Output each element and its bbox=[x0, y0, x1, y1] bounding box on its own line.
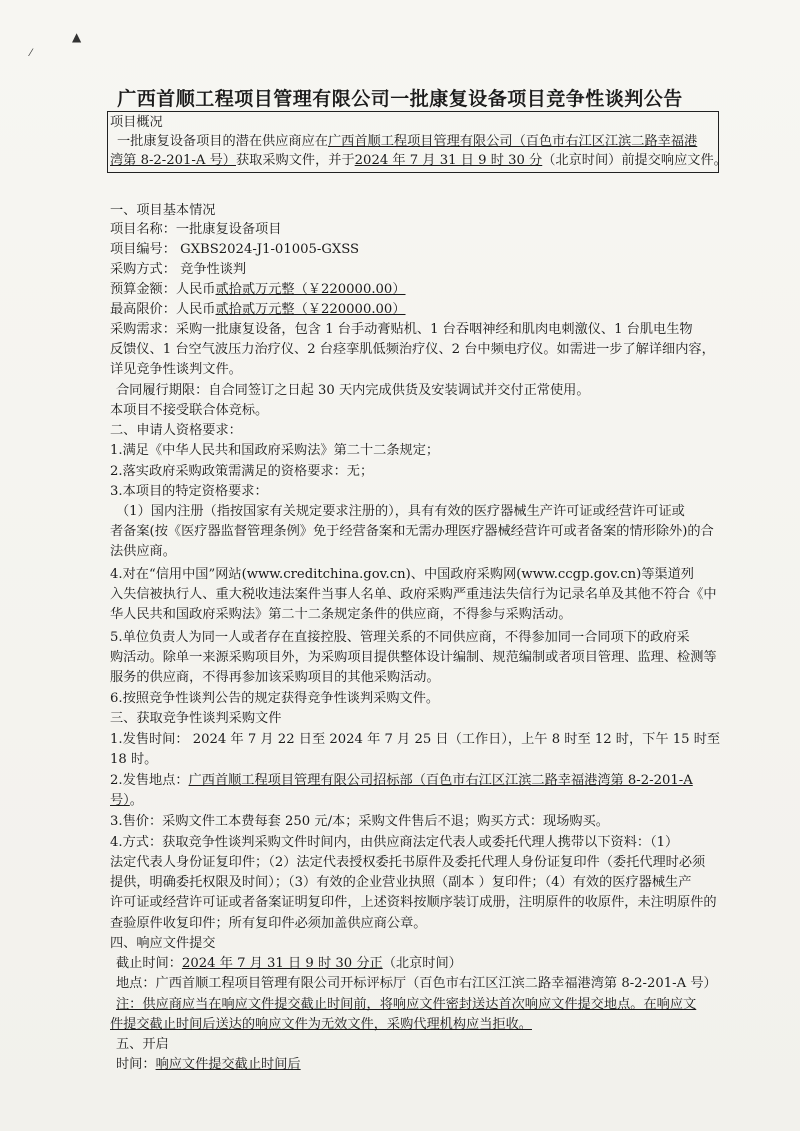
overview-heading: 项目概况 bbox=[110, 115, 163, 130]
qualification-5-line-3: 服务的供应商，不得再参加该采购项目的其他采购活动。 bbox=[110, 670, 440, 685]
scan-speck: ▲ bbox=[72, 30, 82, 44]
deadline: 截止时间：2024 年 7 月 31 日 9 时 30 分正（北京时间） bbox=[116, 956, 462, 971]
submission-deadline: 2024 年 7 月 31 日 9 时 30 分 bbox=[354, 153, 543, 168]
budget-amount: 预算金额：人民币贰拾贰万元整（￥220000.00） bbox=[110, 282, 406, 297]
consortium-note: 本项目不接受联合体竞标。 bbox=[110, 403, 269, 418]
requirement-line-2: 反馈仪、1 台空气波压力治疗仪、2 台痉挛肌低频治疗仪、2 台中频电疗仪。如需进一步了解详细内容， bbox=[110, 342, 715, 357]
section-4-heading: 四、响应文件提交 bbox=[110, 936, 216, 951]
section-2-heading: 二、申请人资格要求： bbox=[110, 423, 242, 438]
method-line-1: 4.方式：获取竞争性谈判采购文件时间内，由供应商法定代表人或委托代理人携带以下资料：（1） bbox=[110, 835, 679, 850]
method-line-3: 提供，明确委托权限及时间）；（3）有效的企业营业执照（副本 ）复印件；（4）有效的医疗器械生产 bbox=[110, 875, 692, 890]
qualification-5-line-2: 购活动。除单一来源采购项目外，为采购项目提供整体设计编制、规范编制或者项目管理、监理、检测等 bbox=[110, 650, 717, 665]
max-price: 最高限价：人民币贰拾贰万元整（￥220000.00） bbox=[110, 302, 406, 317]
qualification-3: 3.本项目的特定资格要求： bbox=[110, 484, 268, 499]
sale-price: 3.售价：采购文件工本费每套 250 元/本；采购文件售后不退；购买方式：现场购买。 bbox=[110, 814, 609, 829]
qualification-3-1-line-2: 者备案(按《医疗器监督管理条例》免于经营备案和无需办理医疗器械经营许可或者备案的情形除外)的合 bbox=[110, 524, 714, 539]
qualification-6: 6.按照竞争性谈判公告的规定获得竞争性谈判采购文件。 bbox=[110, 691, 440, 706]
qualification-1: 1.满足《中华人民共和国政府采购法》第二十二条规定； bbox=[110, 443, 440, 458]
submission-place: 地点：广西首顺工程项目管理有限公司开标评标厅（百色市右江区江滨二路幸福港湾第 8-2-201-A 号） bbox=[116, 976, 717, 991]
method-line-2: 法定代表人身份证复印件；（2）法定代表授权委托书原件及委托代理人身份证复印件（委托代理时必须 bbox=[110, 855, 706, 870]
sale-place-line-1: 2.发售地点：广西首顺工程项目管理有限公司招标部（百色市右江区江滨二路幸福港湾第 8-2-201-A bbox=[110, 773, 693, 788]
qualification-3-1-line-3: 法供应商。 bbox=[110, 544, 176, 559]
method-line-5: 查验原件收复印件；所有复印件必须加盖供应商公章。 bbox=[110, 916, 427, 931]
overview-line-2: 湾第 8-2-201-A 号）获取采购文件，并于2024 年 7 月 31 日 9 时 30 分（北京时间）前提交响应文件。 bbox=[110, 153, 727, 168]
method-line-4: 许可证或经营许可证或者备案证明复印件，上述资料按顺序装订成册，注明原件的收原件，未注明原件的 bbox=[110, 895, 717, 910]
requirement-line-3: 详见竞争性谈判文件。 bbox=[110, 362, 242, 377]
sale-time-line-2: 18 时。 bbox=[110, 752, 158, 767]
note-line-2: 件提交截止时间后送达的响应文件为无效文件，采购代理机构应当拒收。 bbox=[110, 1017, 532, 1032]
qualification-4-line-3: 华人民共和国政府采购法》第二十二条规定条件的供应商，不得参与采购活动。 bbox=[110, 607, 572, 622]
requirement-line-1: 采购需求：采购一批康复设备，包含 1 台手动膏贴机、1 台吞咽神经和肌肉电刺激仪、1 台肌电生物 bbox=[110, 322, 693, 337]
note-line-1: 注：供应商应当在响应文件提交截止时间前，将响应文件密封送达首次响应文件提交地点。在响应文 bbox=[116, 997, 697, 1012]
section-1-heading: 一、项目基本情况 bbox=[110, 203, 216, 218]
contract-period: 合同履行期限：自合同签订之日起 30 天内完成供货及安装调试并交付正常使用。 bbox=[116, 383, 590, 398]
qualification-3-1-line-1: （1）国内注册（指按国家有关规定要求注册的），具有有效的医疗器械生产许可证或经营许可证或 bbox=[116, 504, 685, 519]
procurement-method: 采购方式： 竞争性谈判 bbox=[110, 262, 247, 277]
sale-place-line-2: 号）。 bbox=[110, 793, 143, 808]
project-code: 项目编号： GXBS2024-J1-01005-GXSS bbox=[110, 242, 360, 257]
qualification-2: 2.落实政府采购政策需满足的资格要求：无； bbox=[110, 464, 374, 479]
scan-speck: ⁄ bbox=[30, 48, 32, 59]
opening-time: 时间：响应文件提交截止时间后 bbox=[116, 1057, 301, 1072]
qualification-5-line-1: 5.单位负责人为同一人或者存在直接控股、管理关系的不同供应商，不得参加同一合同项下的政府采 bbox=[110, 630, 690, 645]
section-3-heading: 三、获取竞争性谈判采购文件 bbox=[110, 711, 282, 726]
page-title: 广西首顺工程项目管理有限公司一批康复设备项目竞争性谈判公告 bbox=[117, 88, 683, 110]
overview-line-1: 一批康复设备项目的潜在供应商应在广西首顺工程项目管理有限公司（百色市右江区江滨二路幸福港 bbox=[117, 134, 698, 149]
section-5-heading: 五、开启 bbox=[116, 1037, 169, 1052]
project-name: 项目名称：一批康复设备项目 bbox=[110, 222, 282, 237]
agent-address: 广西首顺工程项目管理有限公司（百色市右江区江滨二路幸福港 bbox=[328, 134, 698, 149]
qualification-4-line-1: 4.对在“信用中国”网站(www.creditchina.gov.cn)、中国政府采购网(www.ccgp.gov.cn)等渠道列 bbox=[110, 567, 694, 582]
sale-time-line-1: 1.发售时间： 2024 年 7 月 22 日至 2024 年 7 月 25 日（工作日），上午 8 时至 12 时，下午 15 时至 bbox=[110, 732, 721, 747]
qualification-4-line-2: 入失信被执行人、重大税收违法案件当事人名单、政府采购严重违法失信行为记录名单及其他不符合《中 bbox=[110, 587, 717, 602]
